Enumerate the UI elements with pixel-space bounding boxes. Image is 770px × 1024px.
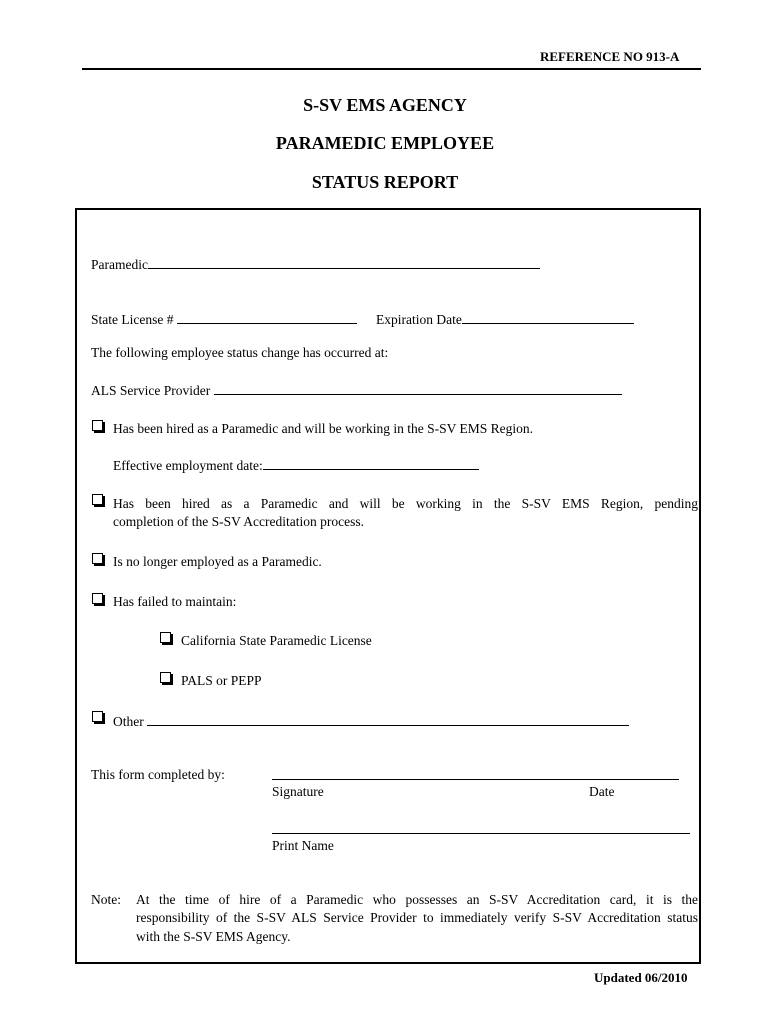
header-rule — [82, 68, 701, 70]
paramedic-label: Paramedic — [91, 257, 148, 272]
state-license-field[interactable] — [91, 311, 357, 328]
other-line[interactable] — [147, 713, 629, 726]
updated-date: Updated 06/2010 — [594, 970, 688, 985]
no-longer-employed-label: Is no longer employed as a Paramedic. — [113, 554, 322, 569]
expiration-date-label: Expiration Date — [376, 312, 462, 327]
paramedic-line[interactable] — [148, 256, 540, 269]
other-checkbox[interactable] — [92, 711, 103, 722]
other-label: Other — [113, 714, 144, 729]
status-intro: The following employee status change has occurred at: — [91, 345, 389, 360]
form-title-line2: STATUS REPORT — [311, 172, 459, 192]
note-line2: responsibility of the S-SV ALS Service Provider to immediately verify S-SV Accreditation status — [136, 910, 698, 925]
print-name-label: Print Name — [272, 838, 334, 853]
effective-date-label: Effective employment date: — [113, 458, 263, 473]
state-license-checkbox[interactable] — [160, 632, 171, 643]
als-provider-field[interactable] — [91, 382, 622, 399]
reference-number: REFERENCE NO 913-A — [540, 49, 680, 64]
note-line3: with the S-SV EMS Agency. — [136, 929, 291, 944]
effective-date-line[interactable] — [263, 457, 479, 470]
failed-to-maintain-label: Has failed to maintain: — [113, 594, 237, 609]
signature-line[interactable] — [272, 779, 679, 780]
als-provider-label: ALS Service Provider — [91, 383, 211, 398]
effective-date-field[interactable] — [113, 457, 479, 474]
hired-pending-line2: completion of the S-SV Accreditation process. — [113, 514, 364, 529]
pals-pepp-checkbox[interactable] — [160, 672, 171, 683]
print-name-line[interactable] — [272, 833, 690, 834]
expiration-date-field[interactable] — [376, 311, 634, 328]
hired-option-label: Has been hired as a Paramedic and will be working in the S-SV EMS Region. — [113, 421, 534, 436]
als-provider-line[interactable] — [214, 382, 622, 395]
hired-checkbox[interactable] — [92, 420, 103, 431]
state-license-option-label: California State Paramedic License — [181, 633, 372, 648]
no-longer-employed-checkbox[interactable] — [92, 553, 103, 564]
hired-pending-line1: Has been hired as a Paramedic and will be working in the S-SV EMS Region, pending — [113, 496, 698, 511]
other-field[interactable] — [113, 713, 629, 730]
date-label: Date — [589, 784, 615, 799]
agency-title: S-SV EMS AGENCY — [303, 95, 467, 115]
hired-pending-checkbox[interactable] — [92, 494, 103, 505]
note-line1: At the time of hire of a Paramedic who possesses an S-SV Accreditation card, it is the — [136, 892, 698, 907]
failed-to-maintain-checkbox[interactable] — [92, 593, 103, 604]
paramedic-field[interactable] — [91, 256, 540, 273]
state-license-label: State License # — [91, 312, 174, 327]
signature-label: Signature — [272, 784, 324, 799]
expiration-date-line[interactable] — [462, 311, 634, 324]
state-license-line[interactable] — [177, 311, 357, 324]
note-label: Note: — [91, 892, 121, 907]
form-title-line1: PARAMEDIC EMPLOYEE — [275, 133, 495, 153]
pals-pepp-label: PALS or PEPP — [181, 673, 262, 688]
completed-by-label: This form completed by: — [91, 767, 225, 782]
